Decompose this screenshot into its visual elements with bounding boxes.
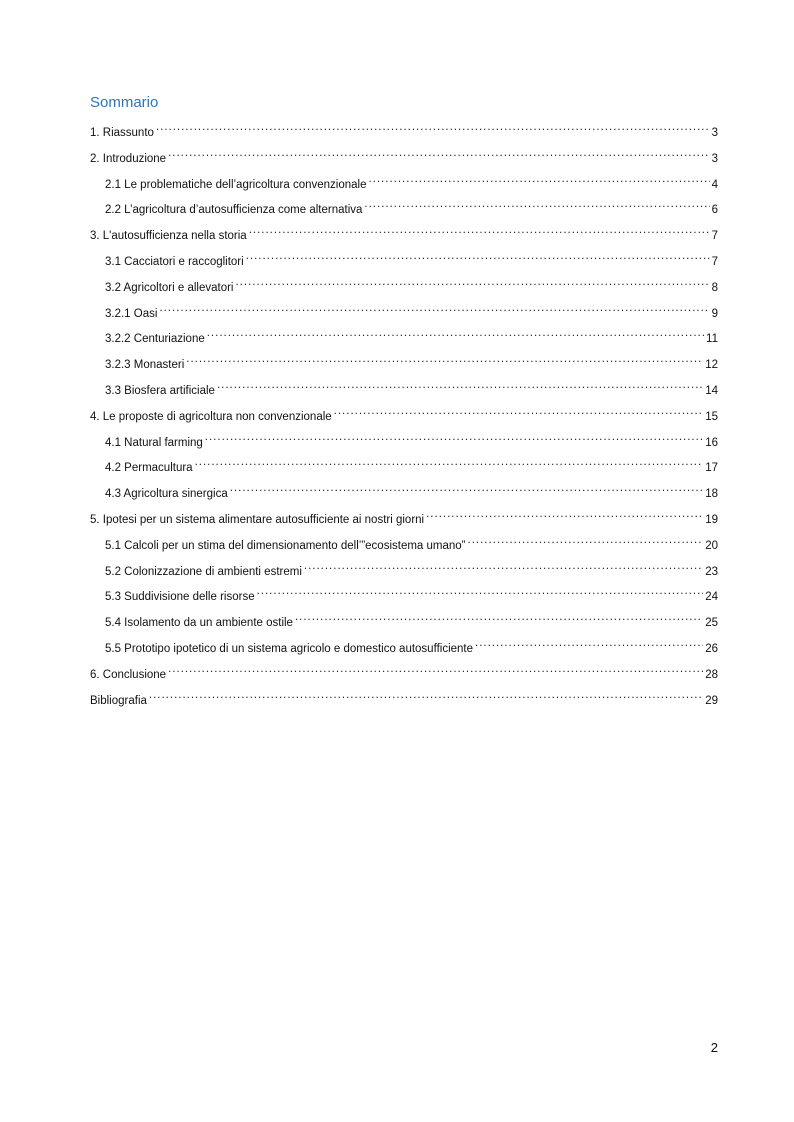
toc-dot-leader [475,640,703,652]
toc-dot-leader [168,666,703,678]
toc-dot-leader [195,459,704,471]
toc-entry-label[interactable]: 3.2.3 Monasteri [105,359,185,372]
toc-entry-page[interactable]: 7 [711,230,718,243]
toc-dot-leader [205,434,703,446]
toc-dot-leader [257,588,704,600]
toc-dot-leader [249,227,710,239]
toc-entry-page[interactable]: 4 [711,178,718,191]
toc-entry[interactable] [90,664,718,690]
toc-dot-leader [230,485,703,497]
toc-entry[interactable] [90,432,718,458]
toc-entry-label[interactable]: 2.1 Le problematiche dell’agricoltura convenzionale [105,178,367,191]
toc-entry[interactable] [90,535,718,561]
toc-dot-leader [246,253,710,265]
toc-entry[interactable] [90,148,718,174]
toc-entry-page[interactable]: 25 [705,617,718,630]
toc-entry-label[interactable]: 4.3 Agricoltura sinergica [105,488,228,501]
toc-entry-page[interactable]: 15 [705,410,718,423]
toc-entry-label[interactable]: 1. Riassunto [90,127,154,139]
toc-entry[interactable] [90,586,718,612]
toc-entry-label[interactable]: 4.2 Permacultura [105,462,193,475]
toc-entry-label[interactable]: 4.1 Natural farming [105,436,203,449]
toc-entry[interactable] [90,457,718,483]
toc-entry-page[interactable]: 7 [711,255,718,268]
toc-title: Sommario [90,94,159,111]
toc-entry[interactable] [90,483,718,509]
toc-entry-label[interactable]: 5. Ipotesi per un sistema alimentare autosufficiente ai nostri giorni [90,513,425,526]
toc-dot-leader [168,150,710,162]
toc-dot-leader [159,305,709,317]
toc-entry-label[interactable]: 5.3 Suddivisione delle risorse [105,591,255,604]
toc-entry[interactable] [90,122,718,148]
toc-entry-label[interactable]: 3.2.2 Centuriazione [105,333,205,346]
toc-entry-label[interactable]: 3.1 Cacciatori e raccoglitori [105,255,244,268]
toc-entry-label[interactable]: 3.2.1 Oasi [105,307,158,320]
toc-entry-page[interactable]: 3 [711,152,718,165]
toc-entry-label[interactable]: 4. Le proposte di agricoltura non convenzionale [90,410,332,423]
toc-entry-label[interactable]: 5.2 Colonizzazione di ambienti estremi [105,565,302,578]
toc-entry[interactable] [90,354,718,380]
toc-entry-label[interactable]: 5.4 Isolamento da un ambiente ostile [105,617,293,630]
toc-dot-leader [334,408,704,420]
toc-entry[interactable] [90,406,718,432]
toc-entry-label[interactable]: 3.2 Agricoltori e allevatori [105,281,234,294]
toc-entry-page[interactable]: 16 [705,436,718,449]
toc-entry[interactable] [90,561,718,587]
toc-dot-leader [295,614,703,626]
toc-entry-page[interactable]: 12 [705,359,718,372]
table-of-contents [90,122,718,715]
toc-dot-leader [217,382,703,394]
toc-entry[interactable] [90,638,718,664]
toc-dot-leader [426,511,703,523]
toc-entry-label[interactable]: 3.3 Biosfera artificiale [105,384,215,397]
page-number: 2 [710,1040,718,1055]
toc-entry-page[interactable]: 17 [705,462,718,475]
toc-entry-label[interactable]: 2.2 L’agricoltura d’autosufficienza come alternativa [105,204,363,217]
toc-entry[interactable] [90,225,718,251]
toc-entry[interactable] [90,303,718,329]
toc-entry-page[interactable]: 14 [705,384,718,397]
toc-entry-page[interactable]: 18 [705,488,718,501]
toc-entry[interactable] [90,509,718,535]
toc-entry-label[interactable]: 6. Conclusione [90,668,167,681]
toc-entry-page[interactable]: 3 [711,127,718,139]
toc-entry-label[interactable]: 2. Introduzione [90,152,167,165]
toc-dot-leader [149,692,703,704]
toc-dot-leader [186,356,703,368]
toc-dot-leader [468,537,704,549]
toc-dot-leader [364,201,709,213]
toc-entry-page[interactable]: 26 [705,642,718,655]
toc-entry-page[interactable]: 29 [705,694,718,707]
toc-dot-leader [235,279,709,291]
toc-entry-label[interactable]: 5.1 Calcoli per un stima del dimensionamento dell’”ecosistema umano” [105,539,466,552]
toc-entry-page[interactable]: 19 [705,513,718,526]
toc-entry-page[interactable]: 8 [711,281,718,294]
toc-dot-leader [207,330,704,342]
toc-entry[interactable] [90,174,718,200]
toc-entry[interactable] [90,612,718,638]
toc-entry-page[interactable]: 28 [705,668,718,681]
toc-entry-page[interactable]: 23 [705,565,718,578]
toc-entry[interactable] [90,251,718,277]
toc-entry-page[interactable]: 24 [705,591,718,604]
toc-entry[interactable] [90,380,718,406]
toc-entry[interactable] [90,328,718,354]
toc-entry-label[interactable]: 5.5 Prototipo ipotetico di un sistema agricolo e domestico autosufficiente [105,642,473,655]
toc-entry-label[interactable]: 3. L'autosufficienza nella storia [90,230,247,243]
toc-entry-page[interactable]: 6 [711,204,718,217]
toc-entry[interactable] [90,199,718,225]
toc-entry-page[interactable]: 20 [705,539,718,552]
toc-entry-label[interactable]: Bibliografia [90,694,147,707]
toc-entry[interactable] [90,690,718,716]
toc-dot-leader [156,124,710,136]
toc-entry-page[interactable]: 9 [711,307,718,320]
toc-dot-leader [304,563,703,575]
toc-dot-leader [368,176,709,188]
toc-entry[interactable] [90,277,718,303]
toc-entry-page[interactable]: 11 [706,333,718,346]
